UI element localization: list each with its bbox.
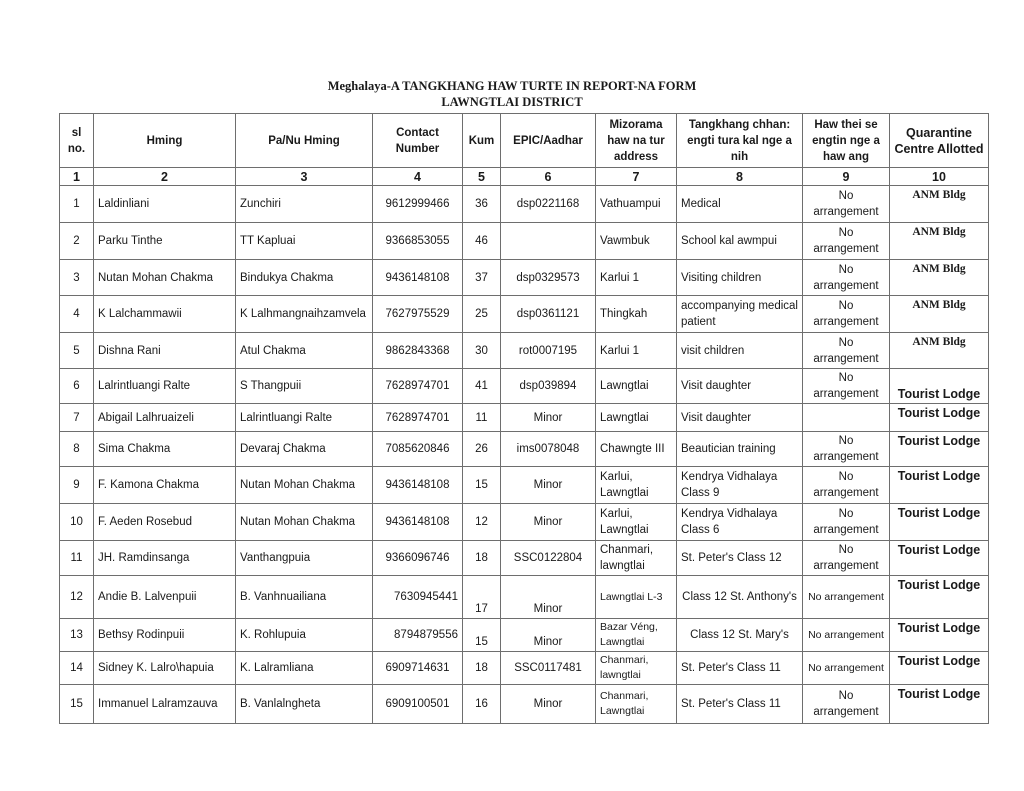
cell-name: Dishna Rani <box>94 333 236 369</box>
table-row <box>60 504 989 541</box>
cell-sl-no: 15 <box>60 685 94 724</box>
cell-name: JH. Ramdinsanga <box>94 541 236 576</box>
cell-reason: visit children <box>677 333 803 369</box>
cell-quarantine-centre: Tourist Lodge <box>890 369 989 404</box>
table-row <box>60 186 989 223</box>
cell-name: Sima Chakma <box>94 432 236 467</box>
cell-contact: 7627975529 <box>373 296 463 333</box>
cell-parent-name: Atul Chakma <box>236 333 373 369</box>
cell-age: 16 <box>463 685 501 724</box>
cell-epic: Minor <box>501 404 596 432</box>
cell-age: 11 <box>463 404 501 432</box>
header-row <box>60 114 989 168</box>
cell-reason: Class 12 St. Mary's <box>677 619 803 652</box>
cell-reason: Kendrya Vidhalaya Class 6 <box>677 504 803 541</box>
document-subtitle: LAWNGTLAI DISTRICT <box>441 95 583 109</box>
table-row <box>60 260 989 296</box>
cell-quarantine-centre: Tourist Lodge <box>890 576 989 619</box>
cell-epic: dsp0221168 <box>501 186 596 223</box>
cell-contact: 7630945441 <box>373 576 463 619</box>
cell-arrangement: No arrangement <box>803 467 890 504</box>
cell-sl-no: 6 <box>60 369 94 404</box>
cell-contact: 9436148108 <box>373 467 463 504</box>
cell-name: Lalrintluangi Ralte <box>94 369 236 404</box>
cell-epic: Minor <box>501 576 596 619</box>
cell-contact: 9862843368 <box>373 333 463 369</box>
cell-sl-no: 11 <box>60 541 94 576</box>
table-row <box>60 333 989 369</box>
column-number: 6 <box>501 168 596 186</box>
cell-age: 25 <box>463 296 501 333</box>
header-name: Hming <box>94 114 236 168</box>
header-sl-no: sl no. <box>60 114 94 168</box>
cell-age: 18 <box>463 541 501 576</box>
cell-epic: dsp0329573 <box>501 260 596 296</box>
cell-quarantine-centre: Tourist Lodge <box>890 467 989 504</box>
cell-parent-name: K. Lalramliana <box>236 652 373 685</box>
header-epic: EPIC/Aadhar <box>501 114 596 168</box>
header-arrangement: Haw thei se engtin nge a haw ang <box>803 114 890 168</box>
cell-contact: 9612999466 <box>373 186 463 223</box>
cell-name: Abigail Lalhruaizeli <box>94 404 236 432</box>
cell-age: 26 <box>463 432 501 467</box>
cell-address: Thingkah <box>596 296 677 333</box>
report-table <box>59 113 989 724</box>
cell-quarantine-centre: ANM Bldg <box>890 296 989 333</box>
cell-sl-no: 8 <box>60 432 94 467</box>
cell-sl-no: 10 <box>60 504 94 541</box>
cell-name: Nutan Mohan Chakma <box>94 260 236 296</box>
cell-quarantine-centre: Tourist Lodge <box>890 504 989 541</box>
table-row <box>60 432 989 467</box>
cell-reason: Class 12 St. Anthony's <box>677 576 803 619</box>
cell-name: F. Aeden Rosebud <box>94 504 236 541</box>
cell-address: Bazar Véng, Lawngtlai <box>596 619 677 652</box>
cell-address: Karlui, Lawngtlai <box>596 504 677 541</box>
cell-arrangement: No arrangement <box>803 576 890 619</box>
table-row <box>60 369 989 404</box>
cell-arrangement: No arrangement <box>803 541 890 576</box>
cell-name: Sidney K. Lalro\hapuia <box>94 652 236 685</box>
cell-quarantine-centre: Tourist Lodge <box>890 404 989 432</box>
cell-address: Chanmari, lawngtlai <box>596 541 677 576</box>
cell-reason: Visit daughter <box>677 369 803 404</box>
header-age: Kum <box>463 114 501 168</box>
cell-sl-no: 4 <box>60 296 94 333</box>
column-number: 4 <box>373 168 463 186</box>
cell-parent-name: B. Vanhnuailiana <box>236 576 373 619</box>
cell-arrangement: No arrangement <box>803 223 890 260</box>
cell-parent-name: TT Kapluai <box>236 223 373 260</box>
cell-age: 36 <box>463 186 501 223</box>
cell-name: Andie B. Lalvenpuii <box>94 576 236 619</box>
cell-reason: accompanying medical patient <box>677 296 803 333</box>
cell-name: Laldinliani <box>94 186 236 223</box>
cell-epic: rot0007195 <box>501 333 596 369</box>
cell-reason: School kal awmpui <box>677 223 803 260</box>
column-number: 7 <box>596 168 677 186</box>
cell-contact: 9366096746 <box>373 541 463 576</box>
column-number: 3 <box>236 168 373 186</box>
column-number: 2 <box>94 168 236 186</box>
cell-arrangement: No arrangement <box>803 296 890 333</box>
cell-reason: Beautician training <box>677 432 803 467</box>
column-number: 1 <box>60 168 94 186</box>
cell-age: 37 <box>463 260 501 296</box>
cell-parent-name: Devaraj Chakma <box>236 432 373 467</box>
cell-arrangement: No arrangement <box>803 260 890 296</box>
cell-arrangement: No arrangement <box>803 619 890 652</box>
cell-address: Lawngtlai L-3 <box>596 576 677 619</box>
cell-quarantine-centre: ANM Bldg <box>890 223 989 260</box>
cell-reason: St. Peter's Class 12 <box>677 541 803 576</box>
cell-age: 12 <box>463 504 501 541</box>
cell-quarantine-centre: Tourist Lodge <box>890 432 989 467</box>
cell-arrangement <box>803 404 890 432</box>
header-parent-name: Pa/Nu Hming <box>236 114 373 168</box>
cell-address: Chanmari, lawngtlai <box>596 652 677 685</box>
cell-sl-no: 1 <box>60 186 94 223</box>
cell-address: Karlui 1 <box>596 260 677 296</box>
table-row <box>60 296 989 333</box>
cell-contact: 7628974701 <box>373 369 463 404</box>
cell-age: 18 <box>463 652 501 685</box>
cell-epic: SSC0122804 <box>501 541 596 576</box>
cell-address: Chanmari, Lawngtlai <box>596 685 677 724</box>
cell-quarantine-centre: ANM Bldg <box>890 260 989 296</box>
cell-sl-no: 14 <box>60 652 94 685</box>
column-number: 8 <box>677 168 803 186</box>
cell-epic: Minor <box>501 504 596 541</box>
cell-arrangement: No arrangement <box>803 504 890 541</box>
header-quarantine-centre: Quarantine Centre Allotted <box>890 114 989 168</box>
cell-sl-no: 7 <box>60 404 94 432</box>
cell-quarantine-centre: ANM Bldg <box>890 186 989 223</box>
cell-age: 15 <box>463 467 501 504</box>
table-row <box>60 223 989 260</box>
cell-parent-name: S Thangpuii <box>236 369 373 404</box>
cell-name: F. Kamona Chakma <box>94 467 236 504</box>
cell-contact: 9436148108 <box>373 260 463 296</box>
cell-arrangement: No arrangement <box>803 685 890 724</box>
cell-reason: St. Peter's Class 11 <box>677 652 803 685</box>
column-number: 5 <box>463 168 501 186</box>
cell-epic: SSC0117481 <box>501 652 596 685</box>
cell-name: Parku Tinthe <box>94 223 236 260</box>
cell-epic: ims0078048 <box>501 432 596 467</box>
cell-contact: 9436148108 <box>373 504 463 541</box>
cell-quarantine-centre: Tourist Lodge <box>890 685 989 724</box>
column-number-row <box>60 168 989 186</box>
cell-reason: Visit daughter <box>677 404 803 432</box>
cell-arrangement: No arrangement <box>803 432 890 467</box>
cell-quarantine-centre: Tourist Lodge <box>890 541 989 576</box>
cell-address: Karlui, Lawngtlai <box>596 467 677 504</box>
cell-parent-name: Nutan Mohan Chakma <box>236 467 373 504</box>
cell-name: Immanuel Lalramzauva <box>94 685 236 724</box>
cell-sl-no: 2 <box>60 223 94 260</box>
cell-contact: 6909100501 <box>373 685 463 724</box>
column-number: 9 <box>803 168 890 186</box>
cell-sl-no: 9 <box>60 467 94 504</box>
cell-parent-name: B. Vanlalngheta <box>236 685 373 724</box>
table-row <box>60 467 989 504</box>
cell-epic: Minor <box>501 619 596 652</box>
cell-sl-no: 13 <box>60 619 94 652</box>
cell-parent-name: K. Rohlupuia <box>236 619 373 652</box>
cell-address: Chawngte III <box>596 432 677 467</box>
cell-contact: 6909714631 <box>373 652 463 685</box>
cell-epic: Minor <box>501 467 596 504</box>
cell-name: Bethsy Rodinpuii <box>94 619 236 652</box>
cell-contact: 7085620846 <box>373 432 463 467</box>
cell-parent-name: K Lalhmangnaihzamvela <box>236 296 373 333</box>
cell-arrangement: No arrangement <box>803 652 890 685</box>
cell-parent-name: Vanthangpuia <box>236 541 373 576</box>
cell-reason: Medical <box>677 186 803 223</box>
cell-age: 15 <box>463 619 501 652</box>
cell-address: Vathuampui <box>596 186 677 223</box>
table-row <box>60 541 989 576</box>
header-reason: Tangkhang chhan: engti tura kal nge a nih <box>677 114 803 168</box>
cell-address: Karlui 1 <box>596 333 677 369</box>
cell-sl-no: 5 <box>60 333 94 369</box>
table-row <box>60 404 989 432</box>
cell-contact: 9366853055 <box>373 223 463 260</box>
cell-quarantine-centre: ANM Bldg <box>890 333 989 369</box>
table-row <box>60 652 989 685</box>
cell-age: 30 <box>463 333 501 369</box>
cell-contact: 8794879556 <box>373 619 463 652</box>
cell-address: Vawmbuk <box>596 223 677 260</box>
header-address: Mizorama haw na tur address <box>596 114 677 168</box>
cell-arrangement: No arrangement <box>803 186 890 223</box>
cell-reason: Kendrya Vidhalaya Class 9 <box>677 467 803 504</box>
cell-epic: Minor <box>501 685 596 724</box>
cell-arrangement: No arrangement <box>803 333 890 369</box>
cell-quarantine-centre: Tourist Lodge <box>890 619 989 652</box>
table-row <box>60 685 989 724</box>
cell-address: Lawngtlai <box>596 369 677 404</box>
cell-contact: 7628974701 <box>373 404 463 432</box>
cell-epic <box>501 223 596 260</box>
cell-age: 46 <box>463 223 501 260</box>
cell-age: 41 <box>463 369 501 404</box>
cell-sl-no: 12 <box>60 576 94 619</box>
cell-sl-no: 3 <box>60 260 94 296</box>
cell-arrangement: No arrangement <box>803 369 890 404</box>
header-contact: Contact Number <box>373 114 463 168</box>
cell-epic: dsp039894 <box>501 369 596 404</box>
cell-parent-name: Zunchiri <box>236 186 373 223</box>
cell-parent-name: Nutan Mohan Chakma <box>236 504 373 541</box>
cell-quarantine-centre: Tourist Lodge <box>890 652 989 685</box>
table-row <box>60 576 989 619</box>
cell-reason: St. Peter's Class 11 <box>677 685 803 724</box>
cell-parent-name: Bindukya Chakma <box>236 260 373 296</box>
table-row <box>60 619 989 652</box>
cell-reason: Visiting children <box>677 260 803 296</box>
cell-address: Lawngtlai <box>596 404 677 432</box>
cell-parent-name: Lalrintluangi Ralte <box>236 404 373 432</box>
document-title: Meghalaya-A TANGKHANG HAW TURTE IN REPORT-NA FORM <box>327 79 697 93</box>
column-number: 10 <box>890 168 989 186</box>
cell-name: K Lalchammawii <box>94 296 236 333</box>
cell-epic: dsp0361121 <box>501 296 596 333</box>
cell-age: 17 <box>463 576 501 619</box>
